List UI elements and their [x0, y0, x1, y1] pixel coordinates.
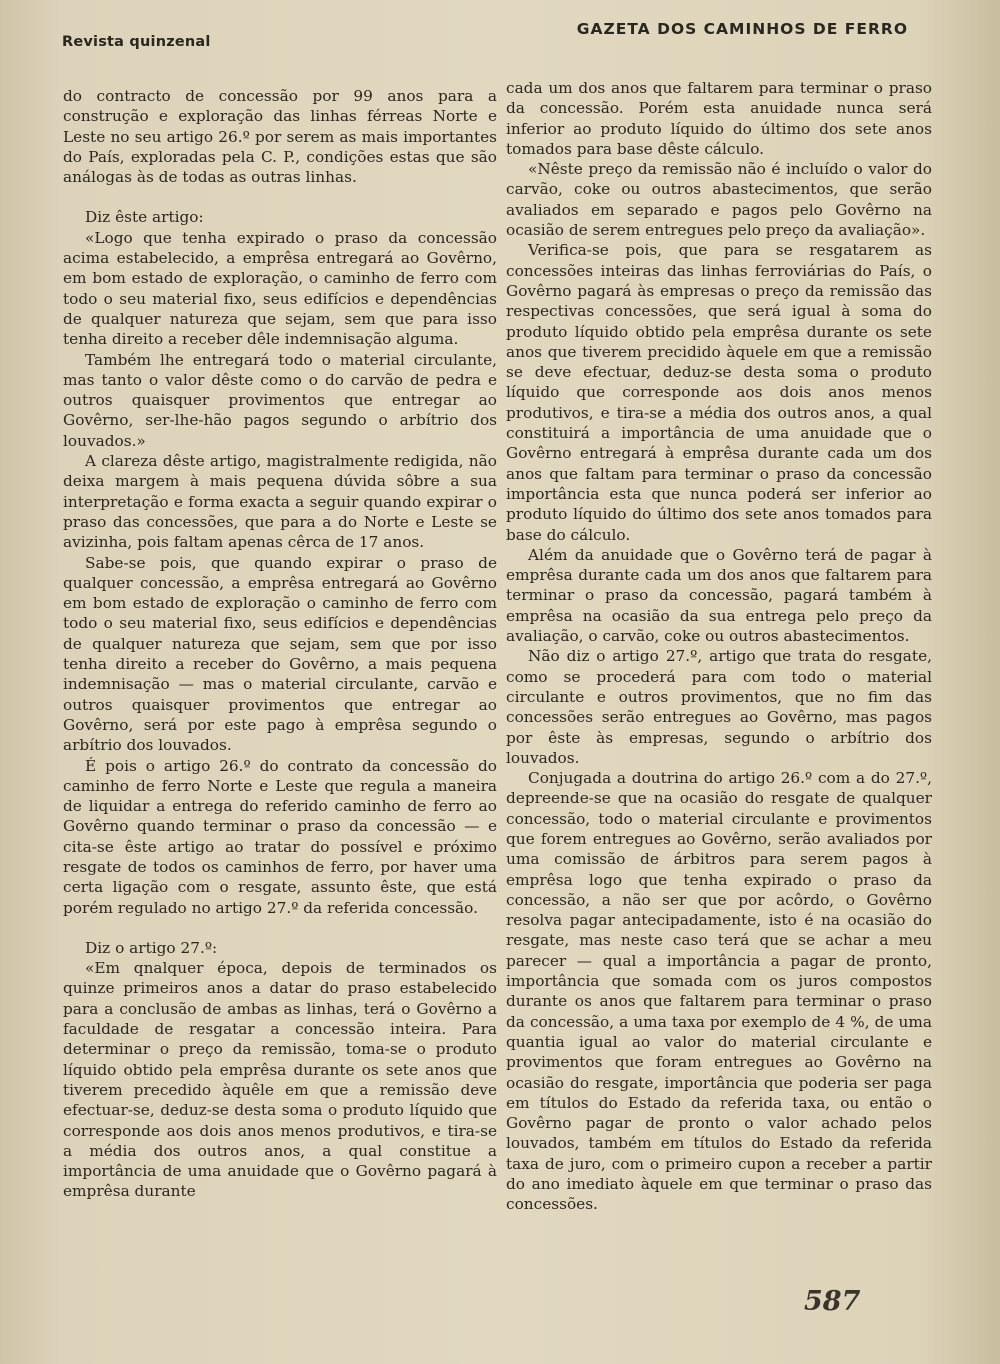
paragraph: do contracto de concessão por 99 anos para a construção e exploração das linhas férreas Norte e Leste no seu artigo 26.º por serem as mais importantes do País, exploradas pela C. P., condições estas que são análogas às de todas as outras linhas.	[63, 87, 497, 187]
paragraph: Além da anuidade que o Govêrno terá de pagar à emprêsa durante cada um dos anos que faltarem para terminar o praso da concessão, pagará também à emprêsa na ocasião da sua entrega pelo preço da avaliação, o carvão, coke ou outros abastecimentos.	[506, 545, 932, 646]
running-header-title: GAZETA DOS CAMINHOS DE FERRO	[576, 20, 908, 38]
paragraph: Conjugada a doutrina do artigo 26.º com a do 27.º, depreende-se que na ocasião do resgate de qualquer concessão, todo o material circulante e provimentos que forem entregues ao Govêrno, serão avaliados por uma comissão de árbitros para serem pagos à emprêsa logo que tenha expirado o praso da concessão, a não ser que por acôrdo, o Govêrno resolva pagar antecipadamente, isto é na ocasião do resgate, mas neste caso terá que se achar a meu parecer — qual a importância a pagar de pronto, importância que somada com os juros compostos durante os anos que faltarem para terminar o praso da concessão, a uma taxa por exemplo de 4 %, de uma quantia igual ao valor do material circulante e provimentos que foram entregues ao Govêrno na ocasião do resgate, importância que poderia ser paga em títulos do Estado da referida taxa, ou então o Govêrno pagar de pronto o valor achado pelos louvados, também em títulos do Estado da referida taxa de juro, com o primeiro cupon a receber a partir do ano imediato àquele em que terminar o praso das concessões.	[506, 769, 932, 1214]
paragraph: «Nêste preço da remissão não é incluído o valor do carvão, coke ou outros abastecimentos, que serão avaliados em separado e pagos pelo Govêrno na ocasião de serem entregues pelo preço da avaliação».	[506, 160, 932, 240]
paragraph: Também lhe entregará todo o material circulante, mas tanto o valor dêste como o do carvão de pedra e outros quaisquer provimentos que entregar ao Govêrno, ser-lhe-hão pagos segundo o arbítrio dos louvados.»	[63, 350, 497, 450]
running-header-left: Revista quinzenal	[62, 34, 211, 50]
text-column-right	[506, 78, 932, 1215]
text-column-left	[63, 86, 497, 1202]
paragraph: Diz êste artigo:	[85, 208, 204, 227]
paragraph: «Logo que tenha expirado o praso da concessão acima estabelecido, a emprêsa entregará ao Govêrno, em bom estado de exploração, o caminho de ferro com todo o seu material fixo, seus edifícios e dependências de qualquer natureza que sejam, sem que para isso tenha direito a receber dêle indemnisação alguma.	[63, 228, 497, 349]
paragraph: Diz o artigo 27.º:	[85, 938, 218, 957]
page-number: 587	[804, 1286, 861, 1317]
paragraph: «Em qnalquer época, depois de terminados os quinze primeiros anos a datar do praso estabelecido para a conclusão de ambas as linhas, terá o Govêrno a faculdade de resgatar a concessão inteira. Para determinar o preço da remissão, toma-se o produto líquido obtido pela emprêsa durante os sete anos que tiverem precedido àquêle em que a remissão deve efectuar-se, deduz-se desta soma o produto líquido que corresponde aos dois anos menos produtivos, e tira-se a média dos outros anos, a qual constitue a importância de uma anuidade que o Govêrno pagará à emprêsa durante	[63, 959, 497, 1201]
paragraph: A clareza dêste artigo, magistralmente redigida, não deixa margem à mais pequena dúvida sôbre a sua interpretação e forma exacta a seguir quando expirar o praso das concessões, que para a do Norte e Leste se avizinha, pois faltam apenas cêrca de 17 anos.	[63, 452, 497, 552]
paragraph: É pois o artigo 26.º do contrato da concessão do caminho de ferro Norte e Leste que regula a maneira de liquidar a entrega do referido caminho de ferro ao Govêrno quando terminar o praso da concessão — e cita-se êste artigo ao tratar do possível e próximo resgate de todos os caminhos de ferro, por haver uma certa ligação com o resgate, assunto êste, que está porém regulado no artigo 27.º da referida concessão.	[63, 756, 497, 917]
paragraph: Verifica-se pois, que para se resgatarem as concessões inteiras das linhas ferroviárias do País, o Govêrno pagará às empresas o preço da remissão das respectivas concessões, que será igual à soma do produto líquido obtido pela emprêsa durante os sete anos que tiverem precidido àquele em que a remissão se deve efectuar, deduz-se desta soma o produto líquido que corresponde aos dois anos menos produtivos, e tira-se a média dos outros anos, a qual constituirá a importância de uma anuidade que o Govêrno entregará à emprêsa durante cada um dos anos que faltam para terminar o praso da concessão importância esta que nunca poderá ser inferior ao produto líquido do último dos sete anos tomados para base do cálculo.	[506, 241, 932, 544]
paragraph: cada um dos anos que faltarem para terminar o praso da concessão. Porém esta anuidade nunca será inferior ao produto líquido do último dos sete anos tomados para base dêste cálculo.	[506, 79, 932, 158]
paragraph: Sabe-se pois, que quando expirar o praso de qualquer concessão, a emprêsa entregará ao Govêrno em bom estado de exploração o caminho de ferro com todo o seu material fixo, seus edifícios e dependências de qualquer natureza que sejam, sem que por isso tenha direito a receber do Govêrno, a mais pequena indemnisação — mas o material circulante, carvão e outros quaisquer provimentos que entregar ao Govêrno, será por este pago à emprêsa segundo o arbítrio dos louvados.	[63, 553, 497, 755]
paragraph: Não diz o artigo 27.º, artigo que trata do resgate, como se procederá para com todo o material circulante e outros provimentos, que no fim das concessões serão entregues ao Govêrno, mas pagos por êste às empresas, segundo o arbítrio dos louvados.	[506, 647, 932, 767]
